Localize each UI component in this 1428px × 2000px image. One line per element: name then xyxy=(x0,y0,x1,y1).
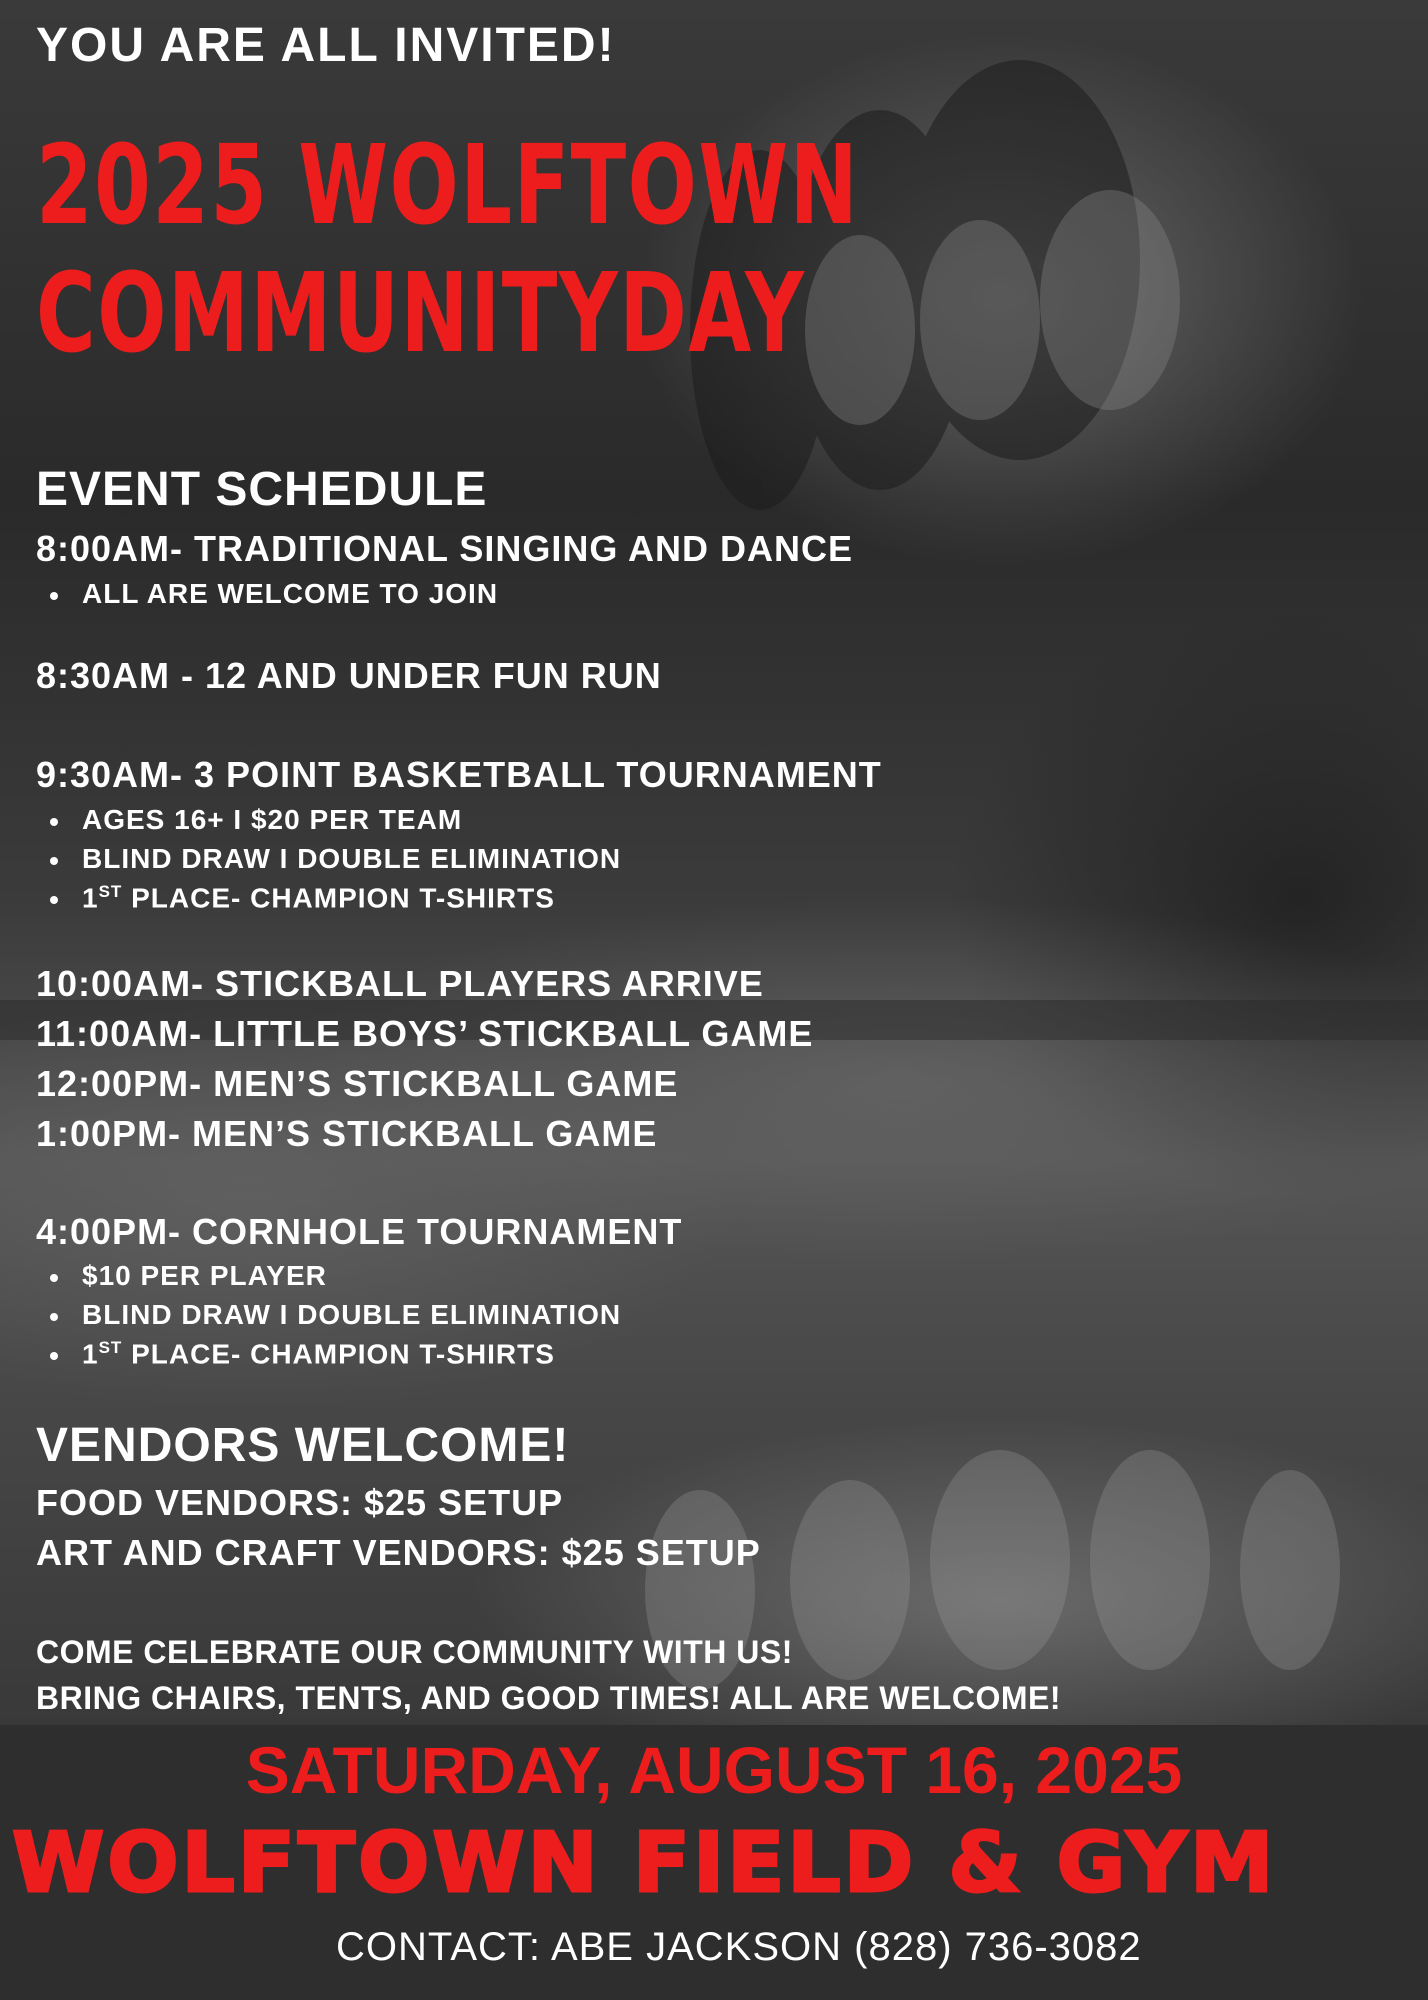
bullet-icon xyxy=(50,592,58,600)
schedule-item-singing: 8:00AM- TRADITIONAL SINGING AND DANCE xyxy=(36,528,854,569)
bullet-icon xyxy=(50,818,58,826)
schedule-bullet: 1ST PLACE- CHAMPION T-SHIRTS xyxy=(50,882,555,914)
schedule-bullet: ALL ARE WELCOME TO JOIN xyxy=(50,578,498,610)
schedule-item-little-boys-game: 11:00AM- LITTLE BOYS’ STICKBALL GAME xyxy=(36,1013,814,1054)
event-title-line-1: 2025 WOLFTOWN xyxy=(36,121,860,249)
schedule-bullet: BLIND DRAW I DOUBLE ELIMINATION xyxy=(50,843,621,875)
contact-info: CONTACT: ABE JACKSON (828) 736-3082 xyxy=(336,1925,1142,1969)
bullet-icon xyxy=(50,896,58,904)
closing-line-2: BRING CHAIRS, TENTS, AND GOOD TIMES! ALL ARE WELCOME! xyxy=(36,1680,1061,1716)
bullet-icon xyxy=(50,1352,58,1360)
closing-line-1: COME CELEBRATE OUR COMMUNITY WITH US! xyxy=(36,1634,793,1670)
schedule-item-cornhole: 4:00PM- CORNHOLE TOURNAMENT xyxy=(36,1211,683,1252)
invite-heading: YOU ARE ALL INVITED! xyxy=(36,19,616,72)
event-title-line-2: COMMUNITYDAY xyxy=(36,249,806,377)
vendors-heading: VENDORS WELCOME! xyxy=(36,1419,570,1472)
schedule-item-mens-game-1: 1:00PM- MEN’S STICKBALL GAME xyxy=(36,1113,658,1154)
schedule-bullet: AGES 16+ I $20 PER TEAM xyxy=(50,804,462,836)
bullet-icon xyxy=(50,1274,58,1282)
schedule-item-fun-run: 8:30AM - 12 AND UNDER FUN RUN xyxy=(36,655,662,696)
schedule-item-mens-game-12: 12:00PM- MEN’S STICKBALL GAME xyxy=(36,1063,679,1104)
event-date: SATURDAY, AUGUST 16, 2025 xyxy=(245,1733,1183,1807)
bullet-icon xyxy=(50,1313,58,1321)
bullet-icon xyxy=(50,857,58,865)
schedule-bullet: BLIND DRAW I DOUBLE ELIMINATION xyxy=(50,1299,621,1331)
event-venue: WOLFTOWN FIELD & GYM xyxy=(12,1816,1277,1911)
art-vendors-fee: ART AND CRAFT VENDORS: $25 SETUP xyxy=(36,1532,761,1573)
schedule-bullet: $10 PER PLAYER xyxy=(50,1260,327,1292)
schedule-bullet: 1ST PLACE- CHAMPION T-SHIRTS xyxy=(50,1338,555,1370)
food-vendors-fee: FOOD VENDORS: $25 SETUP xyxy=(36,1482,564,1523)
schedule-heading: EVENT SCHEDULE xyxy=(36,463,488,516)
schedule-item-players-arrive: 10:00AM- STICKBALL PLAYERS ARRIVE xyxy=(36,963,764,1004)
schedule-item-basketball: 9:30AM- 3 POINT BASKETBALL TOURNAMENT xyxy=(36,754,882,795)
